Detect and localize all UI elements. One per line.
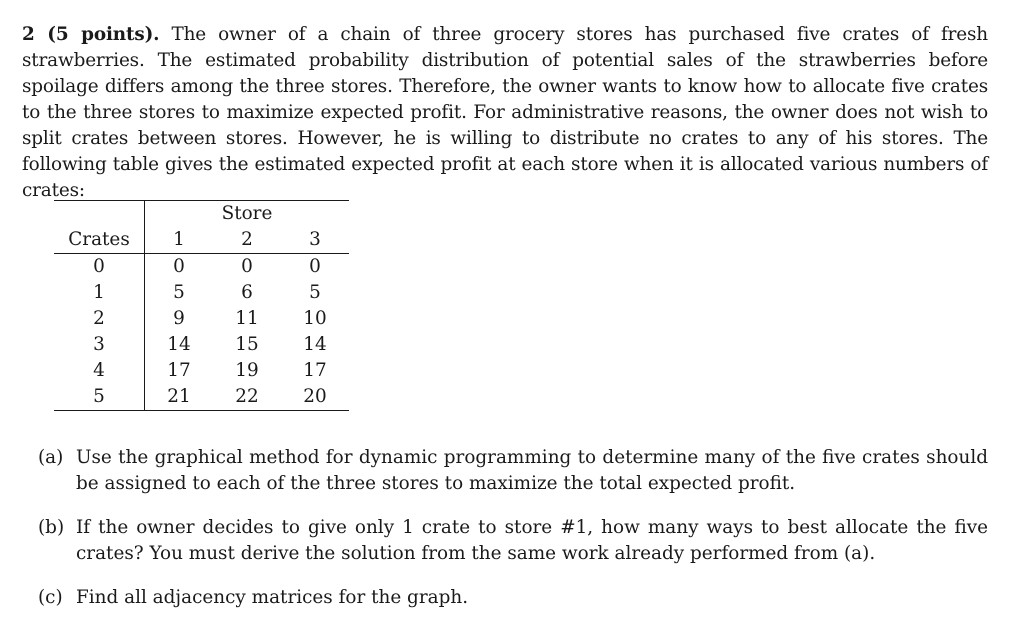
problem-statement [22, 22, 988, 204]
profit-cell: 9 [173, 308, 185, 329]
profit-cell: 0 [173, 256, 185, 277]
part-a [38, 445, 988, 497]
question-parts [38, 445, 988, 629]
crates-cell: 2 [54, 306, 145, 332]
profit-cell: 0 [241, 256, 253, 277]
table-row [54, 254, 349, 281]
profit-cell: 21 [145, 384, 214, 411]
part-text: Find all adjacency matrices for the graph. [76, 587, 469, 608]
profit-cell: 5 [173, 282, 185, 303]
profit-cell: 14 [167, 334, 191, 355]
profit-cell: 11 [235, 308, 259, 329]
profit-cell: 19 [235, 360, 259, 381]
part-b [38, 515, 988, 567]
store-1-header: 1 [145, 227, 214, 254]
crates-cell: 0 [54, 254, 145, 281]
table-row [54, 280, 349, 306]
crates-header: Crates [54, 227, 145, 254]
table-corner [54, 201, 145, 228]
profit-cell: 17 [303, 360, 327, 381]
profit-cell: 5 [309, 282, 321, 303]
store-2-header: 2 [213, 227, 281, 254]
store-group-header: Store [145, 201, 350, 228]
profit-cell: 0 [309, 256, 321, 277]
profit-cell: 10 [303, 308, 327, 329]
profit-cell: 14 [303, 334, 327, 355]
profit-table [54, 200, 349, 411]
crates-cell: 4 [54, 358, 145, 384]
profit-cell: 15 [235, 334, 259, 355]
table-row [54, 358, 349, 384]
crates-cell: 3 [54, 332, 145, 358]
table-row [54, 384, 349, 411]
part-label: (b) [38, 517, 65, 538]
profit-cell: 22 [213, 384, 281, 411]
part-label: (c) [38, 587, 63, 608]
table-row [54, 306, 349, 332]
profit-cell: 17 [167, 360, 191, 381]
part-c [38, 585, 988, 611]
problem-text: The owner of a chain of three grocery stores has purchased five crates of fresh strawberries. The estimated probability distribution of potential sales of the strawberries before spoilage differs among the three stores. Therefore, the owner wants to know how to allocate five crates to the three stores to maximize expected profit. For administrative reasons, the owner does not wish to split crates between stores. However, he is willing to distribute no crates to any of his stores. The following table gives the estimated expected profit at each store when it is allocated various numbers of crates: [22, 24, 988, 201]
crates-cell: 5 [54, 384, 145, 411]
table-row [54, 332, 349, 358]
profit-cell: 20 [281, 384, 349, 411]
problem-header: 2 (5 points). [22, 24, 160, 45]
part-text: Use the graphical method for dynamic programming to determine many of the five crates should be assigned to each of the three stores to maximize the total expected profit. [76, 447, 988, 494]
crates-cell: 1 [54, 280, 145, 306]
store-3-header: 3 [281, 227, 349, 254]
part-text: If the owner decides to give only 1 crate to store #1, how many ways to best allocate the five crates? You must derive the solution from the same work already performed from (a). [76, 517, 988, 564]
profit-cell: 6 [241, 282, 253, 303]
part-label: (a) [38, 447, 64, 468]
